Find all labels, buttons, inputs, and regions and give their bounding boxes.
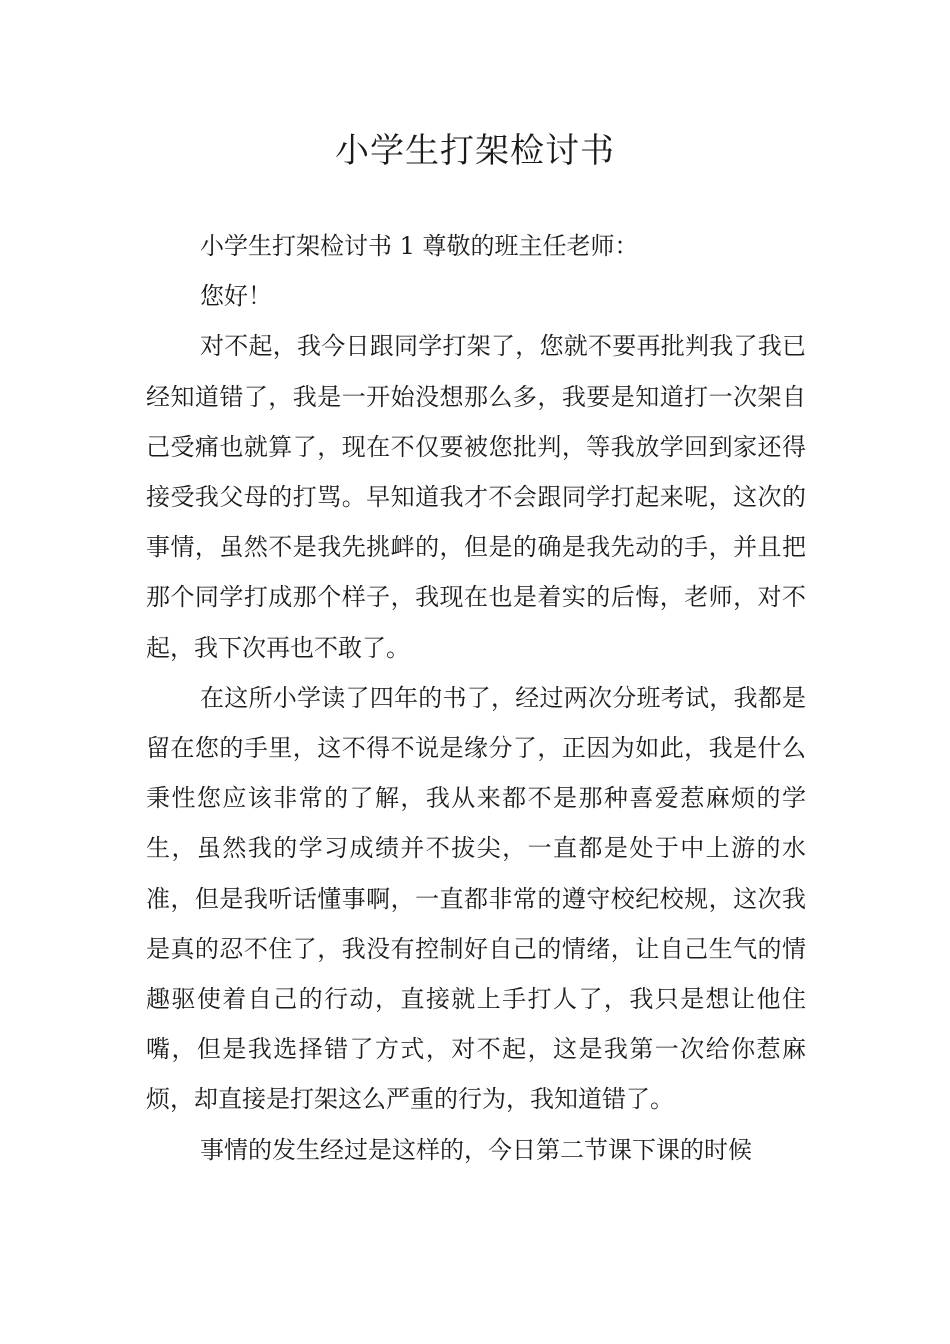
- document-title: 小学生打架检讨书: [335, 131, 615, 171]
- paragraph-apology: 对不起，我今日跟同学打架了，您就不要再批判我了我已经知道错了，我是一开始没想那么多，我要是知道打一次架自己受痛也就算了，现在不仅要被您批判，等我放学回到家还得接受我父母的打骂。早知道我才不会跟同学打起来呢，这次的事情，虽然不是我先挑衅的，但是的确是我先动的手，并且把那个同学打成那个样子，我现在也是着实的后悔，老师，对不起，我下次再也不敢了。: [146, 332, 806, 662]
- document-body: [146, 221, 806, 1175]
- paragraph-background: 在这所小学读了四年的书了，经过两次分班考试，我都是留在您的手里，这不得不说是缘分了，正因为如此，我是什么秉性您应该非常的了解，我从来都不是那种喜爱惹麻烦的学生，虽然我的学习成绩并不拔尖，一直都是处于中上游的水准，但是我听话懂事啊，一直都非常的遵守校纪校规，这次我是真的忍不住了，我没有控制好自己的情绪，让自己生气的情趣驱使着自己的行动，直接就上手打人了，我只是想让他住嘴，但是我选择错了方式，对不起，这是我第一次给你惹麻烦，却直接是打架这么严重的行为，我知道错了。: [146, 683, 806, 1114]
- paragraph-greeting: 您好！: [200, 282, 272, 311]
- paragraph-incident: 事情的发生经过是这样的，今日第二节课下课的时候: [200, 1135, 752, 1164]
- paragraph-salutation: 小学生打架检讨书 1 尊敬的班主任老师：: [200, 232, 639, 260]
